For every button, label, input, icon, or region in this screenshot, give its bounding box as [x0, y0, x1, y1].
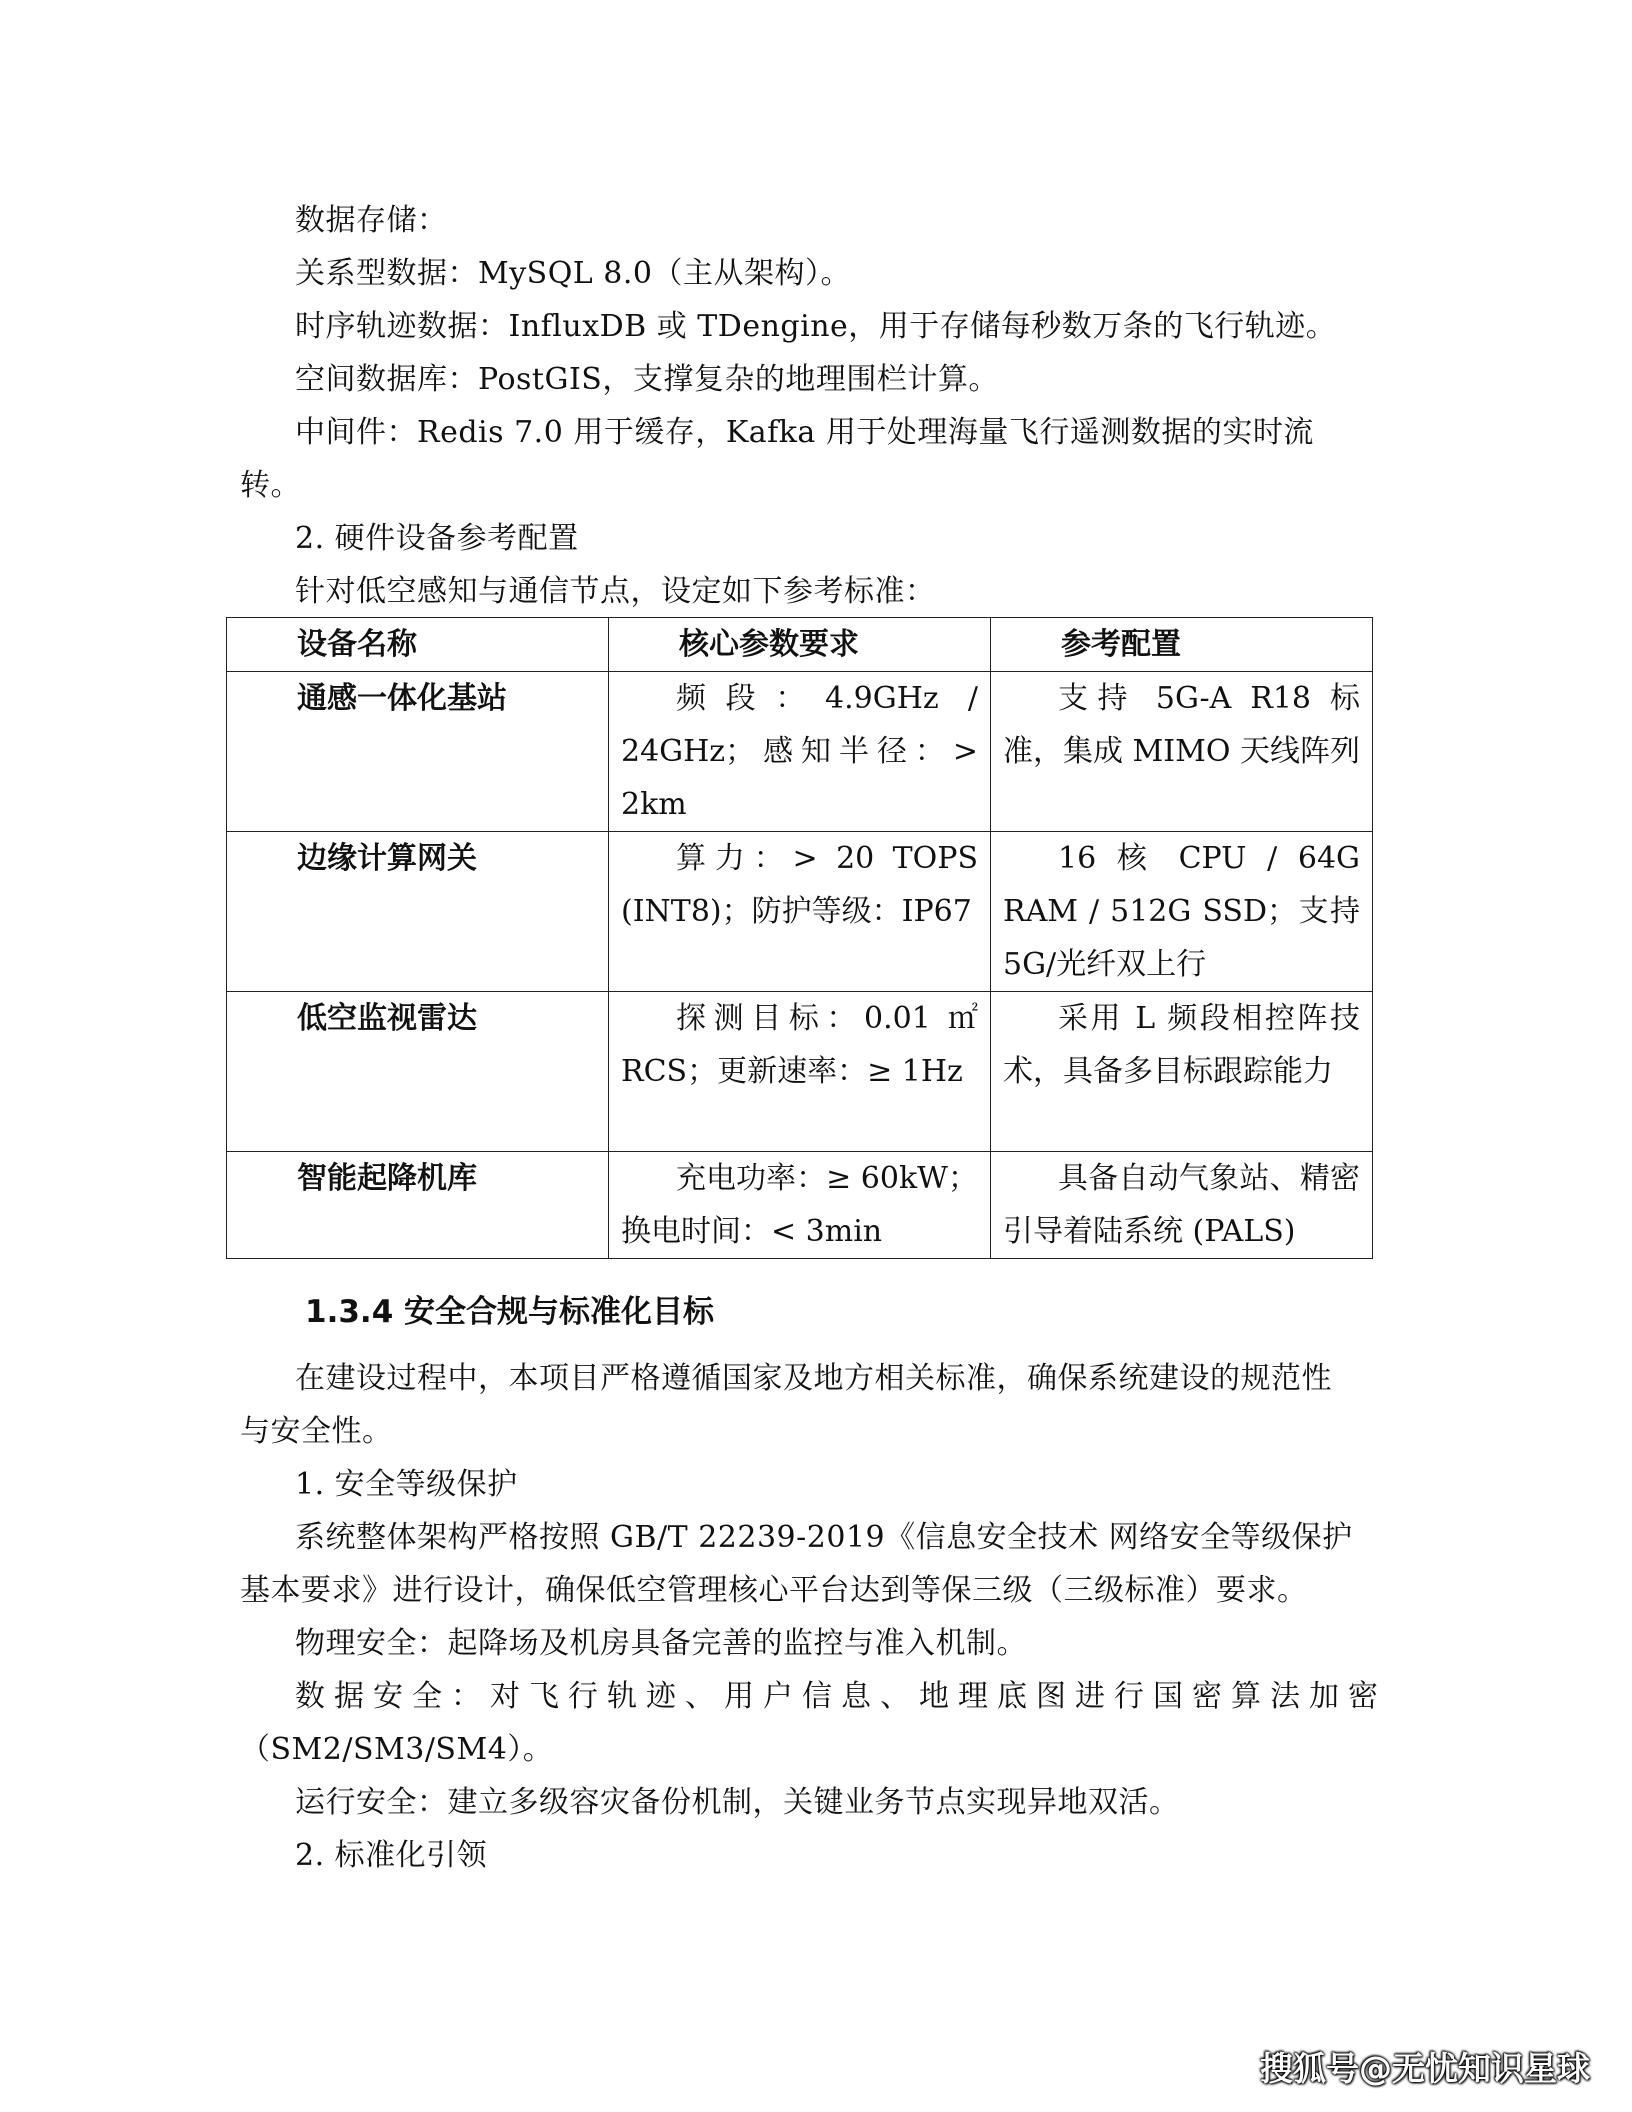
paragraph-line: 物理安全：起降场及机房具备完善的监控与准入机制。	[295, 1626, 1027, 1661]
table-row	[227, 832, 1373, 992]
table-header-cell: 核心参数要求	[609, 618, 991, 672]
table-header-cell: 设备名称	[227, 618, 609, 672]
paragraph-line: 与安全性。	[240, 1414, 393, 1449]
table-header-row	[227, 618, 1373, 672]
paragraph-line: （SM2/SM3/SM4）。	[240, 1732, 554, 1767]
paragraph-line: 时序轨迹数据：InfluxDB 或 TDengine，用于存储每秒数万条的飞行轨迹。	[295, 309, 1337, 344]
table-row	[227, 992, 1373, 1152]
paragraph-line: 在建设过程中，本项目严格遵循国家及地方相关标准，确保系统建设的规范性	[295, 1361, 1332, 1396]
list-heading: 1. 安全等级保护	[295, 1467, 518, 1502]
cell-text: 具备自动气象站、精密引导着陆系统 (PALS)	[1003, 1161, 1360, 1249]
table-cell-params	[609, 1152, 991, 1259]
table-cell-config	[991, 832, 1373, 992]
table-cell-device: 智能起降机库	[227, 1152, 609, 1259]
table-cell-config	[991, 672, 1373, 832]
paragraph-line: 基本要求》进行设计，确保低空管理核心平台达到等保三级（三级标准）要求。	[240, 1573, 1308, 1608]
paragraph-line: 系统整体架构严格按照 GB/T 22239-2019《信息安全技术 网络安全等级保护	[295, 1520, 1353, 1555]
paragraph-line: 空间数据库：PostGIS，支撑复杂的地理围栏计算。	[295, 362, 999, 397]
table-header-cell: 参考配置	[991, 618, 1373, 672]
table-cell-params	[609, 832, 991, 992]
cell-text: 算力：> 20 TOPS (INT8)；防护等级：IP67	[621, 841, 978, 929]
table-cell-device: 低空监视雷达	[227, 992, 609, 1152]
table-cell-config	[991, 992, 1373, 1152]
cell-text: 支持 5G-A R18 标准，集成 MIMO 天线阵列	[1003, 681, 1360, 769]
cell-text: 16 核 CPU / 64G RAM / 512G SSD；支持 5G/光纤双上行	[1003, 841, 1360, 982]
table-cell-device: 通感一体化基站	[227, 672, 609, 832]
paragraph-line: 针对低空感知与通信节点，设定如下参考标准：	[295, 574, 936, 609]
cell-text: 充电功率：≥ 60kW；换电时间：< 3min	[621, 1161, 978, 1249]
table-cell-params	[609, 672, 991, 832]
table-cell-device: 边缘计算网关	[227, 832, 609, 992]
cell-text: 探测目标：0.01 ㎡ RCS；更新速率：≥ 1Hz	[621, 1001, 978, 1089]
table-cell-config	[991, 1152, 1373, 1259]
paragraph-line: 关系型数据：MySQL 8.0（主从架构）。	[295, 256, 851, 291]
section-heading: 1.3.4 安全合规与标准化目标	[305, 1294, 715, 1330]
hardware-spec-table	[226, 617, 1373, 1259]
cell-text: 采用 L 频段相控阵技术，具备多目标跟踪能力	[1003, 1001, 1360, 1089]
table-row	[227, 1152, 1373, 1259]
paragraph-line: 转。	[240, 468, 301, 503]
list-heading: 2. 标准化引领	[295, 1838, 488, 1873]
paragraph-line: 运行安全：建立多级容灾备份机制，关键业务节点实现异地双活。	[295, 1785, 1180, 1820]
table-cell-params	[609, 992, 991, 1152]
table-row	[227, 672, 1373, 832]
paragraph-line: 中间件：Redis 7.0 用于缓存，Kafka 用于处理海量飞行遥测数据的实时流	[295, 415, 1314, 450]
paragraph-line: 数据存储：	[295, 203, 448, 238]
watermark-text: 搜狐号@无忧知识星球	[1260, 2049, 1590, 2088]
list-heading: 2. 硬件设备参考配置	[295, 521, 579, 556]
paragraph-line: 数据安全：对飞行轨迹、用户信息、地理底图进行国密算法加密	[295, 1679, 1387, 1714]
cell-text: 频段：4.9GHz / 24GHz；感知半径：> 2km	[621, 681, 978, 822]
